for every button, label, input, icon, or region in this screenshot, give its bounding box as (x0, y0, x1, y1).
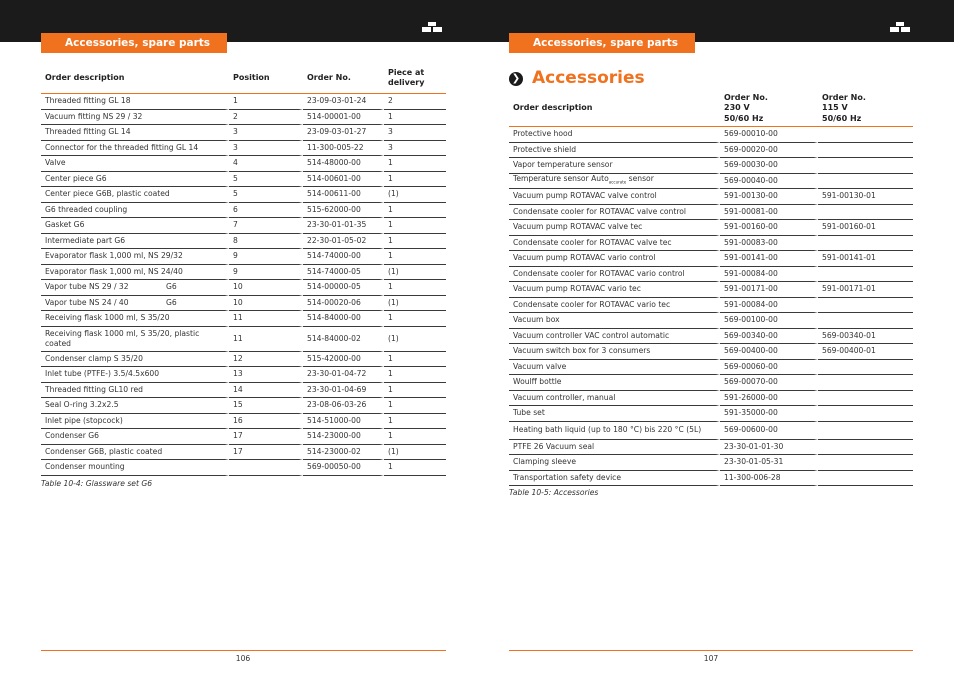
order-description-cell: Vacuum pump ROTAVAC vario tec (509, 282, 720, 298)
order-description-cell: Transportation safety device (509, 471, 720, 487)
order-number-230v-cell: 569-00070-00 (720, 375, 818, 391)
position-cell: 14 (229, 383, 303, 399)
table-row (509, 205, 913, 221)
order-description-cell: Vacuum pump ROTAVAC valve control (509, 189, 720, 205)
order-number-cell: 11-300-005-22 (303, 141, 384, 157)
table-row (41, 203, 446, 219)
order-number-115v-cell (818, 440, 913, 456)
order-number-115v-cell (818, 127, 913, 143)
order-number-cell: 514-00020-06 (303, 296, 384, 312)
accessories-table (509, 91, 913, 486)
order-number-cell: 514-23000-02 (303, 445, 384, 461)
order-description-cell (41, 296, 229, 312)
order-number-cell: 514-84000-02 (303, 327, 384, 352)
order-description-cell: Condensate cooler for ROTAVAC valve tec (509, 236, 720, 252)
order-number-115v-cell: 591-00141-01 (818, 251, 913, 267)
position-cell: 5 (229, 172, 303, 188)
glassware-set-suffix: G6 (166, 297, 177, 307)
order-number-cell: 515-42000-00 (303, 352, 384, 368)
order-number-230v-cell: 11-300-006-28 (720, 471, 818, 487)
position-cell: 17 (229, 429, 303, 445)
order-description-cell: Evaporator flask 1,000 ml, NS 29/32 (41, 249, 229, 265)
table-row (41, 110, 446, 126)
description-text: Temperature sensor Auto (513, 173, 609, 183)
order-description-cell: Condensate cooler for ROTAVAC vario control (509, 267, 720, 283)
order-number-230v-cell: 591-00141-00 (720, 251, 818, 267)
table-row (41, 218, 446, 234)
order-number-115v-cell (818, 298, 913, 314)
piece-count-cell: 3 (384, 141, 446, 157)
table-row (509, 440, 913, 456)
column-header-frequency: 50/60 Hz (822, 113, 862, 123)
order-number-230v-cell: 569-00340-00 (720, 329, 818, 345)
order-number-cell: 22-30-01-05-02 (303, 234, 384, 250)
order-number-cell: 515-62000-00 (303, 203, 384, 219)
piece-count-cell: (1) (384, 296, 446, 312)
order-description-cell: Inlet pipe (stopcock) (41, 414, 229, 430)
piece-count-cell: 1 (384, 398, 446, 414)
order-description-cell: Threaded fitting GL10 red (41, 383, 229, 399)
piece-count-cell: 1 (384, 249, 446, 265)
piece-count-cell: 1 (384, 311, 446, 327)
order-number-cell: 514-00611-00 (303, 187, 384, 203)
piece-count-cell: (1) (384, 327, 446, 352)
order-number-115v-cell: 569-00400-01 (818, 344, 913, 360)
order-description-cell: Protective shield (509, 143, 720, 159)
order-number-230v-cell: 23-30-01-05-31 (720, 455, 818, 471)
piece-count-cell: 1 (384, 110, 446, 126)
order-number-230v-cell: 591-00130-00 (720, 189, 818, 205)
piece-count-cell: (1) (384, 187, 446, 203)
order-description-cell: Vacuum pump ROTAVAC valve tec (509, 220, 720, 236)
glassware-set-suffix: G6 (166, 282, 177, 292)
order-number-115v-cell (818, 313, 913, 329)
order-description-cell (41, 280, 229, 296)
table-row (41, 383, 446, 399)
brand-logo-icon (422, 22, 442, 33)
position-cell: 3 (229, 125, 303, 141)
table-row (509, 158, 913, 174)
order-description-cell: Vacuum controller VAC control automatic (509, 329, 720, 345)
order-number-cell: 514-74000-05 (303, 265, 384, 281)
table-row (41, 311, 446, 327)
piece-count-cell: 1 (384, 460, 446, 476)
order-number-115v-cell: 569-00340-01 (818, 329, 913, 345)
order-number-cell: 569-00050-00 (303, 460, 384, 476)
table-row (41, 445, 446, 461)
order-number-230v-cell: 591-26000-00 (720, 391, 818, 407)
table-row (41, 414, 446, 430)
order-number-230v-cell: 591-00084-00 (720, 267, 818, 283)
order-description-cell: PTFE 26 Vacuum seal (509, 440, 720, 456)
order-description-cell: Condenser clamp S 35/20 (41, 352, 229, 368)
footer-divider (509, 650, 913, 651)
column-header-voltage: 230 V (724, 103, 750, 113)
order-description-cell: Condenser mounting (41, 460, 229, 476)
order-number-cell: 23-09-03-01-24 (303, 94, 384, 110)
order-number-cell: 23-08-06-03-26 (303, 398, 384, 414)
table-row (509, 220, 913, 236)
position-cell: 5 (229, 187, 303, 203)
order-number-115v-cell (818, 158, 913, 174)
order-description-cell: Center piece G6 (41, 172, 229, 188)
page-number: 106 (235, 654, 251, 663)
table-row (41, 172, 446, 188)
order-description-cell: Condenser G6B, plastic coated (41, 445, 229, 461)
order-number-cell: 23-30-01-04-72 (303, 367, 384, 383)
column-header (509, 91, 720, 127)
order-description-cell: Condenser G6 (41, 429, 229, 445)
order-description-cell: Seal O-ring 3.2x2.5 (41, 398, 229, 414)
order-number-115v-cell (818, 422, 913, 440)
order-number-cell: 514-00000-05 (303, 280, 384, 296)
footer-divider (41, 650, 446, 651)
order-number-230v-cell: 569-00600-00 (720, 422, 818, 440)
position-cell: 7 (229, 218, 303, 234)
order-number-230v-cell: 591-00083-00 (720, 236, 818, 252)
order-number-230v-cell: 569-00400-00 (720, 344, 818, 360)
piece-count-cell: 1 (384, 429, 446, 445)
order-number-115v-cell (818, 174, 913, 190)
piece-count-cell: (1) (384, 265, 446, 281)
table-row (509, 282, 913, 298)
position-cell: 6 (229, 203, 303, 219)
table-row (509, 455, 913, 471)
order-description-cell: Heating bath liquid (up to 180 °C) bis 220 °C (5L) (509, 422, 720, 440)
table-row (509, 344, 913, 360)
table-row (509, 471, 913, 487)
position-cell: 8 (229, 234, 303, 250)
table-row (41, 352, 446, 368)
order-number-cell: 23-30-01-04-69 (303, 383, 384, 399)
order-number-115v-cell (818, 471, 913, 487)
position-cell (229, 460, 303, 476)
position-cell: 9 (229, 265, 303, 281)
order-number-115v-cell: 591-00171-01 (818, 282, 913, 298)
order-description-cell: Vacuum pump ROTAVAC vario control (509, 251, 720, 267)
position-cell: 15 (229, 398, 303, 414)
order-number-cell: 514-74000-00 (303, 249, 384, 265)
position-cell: 4 (229, 156, 303, 172)
order-description-cell: Threaded fitting GL 18 (41, 94, 229, 110)
table-row (41, 265, 446, 281)
column-header-voltage: 115 V (822, 103, 848, 113)
position-cell: 16 (229, 414, 303, 430)
order-number-230v-cell: 591-00171-00 (720, 282, 818, 298)
order-number-cell: 514-51000-00 (303, 414, 384, 430)
table-row (509, 406, 913, 422)
order-number-230v-cell: 591-00160-00 (720, 220, 818, 236)
position-cell: 11 (229, 327, 303, 352)
table-row (41, 460, 446, 476)
order-description-cell: Vacuum switch box for 3 consumers (509, 344, 720, 360)
column-header: Order description (41, 63, 229, 94)
order-number-115v-cell (818, 391, 913, 407)
table-row (509, 329, 913, 345)
order-number-230v-cell: 591-00081-00 (720, 205, 818, 221)
table-row (509, 143, 913, 159)
order-description-cell: Connector for the threaded fitting GL 14 (41, 141, 229, 157)
order-description-cell: Woulff bottle (509, 375, 720, 391)
order-number-230v-cell: 569-00010-00 (720, 127, 818, 143)
subscript-text: accurate (608, 179, 627, 185)
column-header: Order No. (303, 63, 384, 94)
order-description-cell: Threaded fitting GL 14 (41, 125, 229, 141)
piece-count-cell: 2 (384, 94, 446, 110)
order-description-cell: Vacuum valve (509, 360, 720, 376)
column-header-text: Order No. (724, 92, 768, 102)
table-row (41, 398, 446, 414)
table-row (41, 327, 446, 352)
order-number-cell: 514-84000-00 (303, 311, 384, 327)
position-cell: 2 (229, 110, 303, 126)
table-row (41, 249, 446, 265)
order-number-cell: 514-23000-00 (303, 429, 384, 445)
order-number-115v-cell: 591-00130-01 (818, 189, 913, 205)
order-number-cell: 514-48000-00 (303, 156, 384, 172)
piece-count-cell: 1 (384, 383, 446, 399)
glassware-table (41, 63, 446, 476)
position-cell: 1 (229, 94, 303, 110)
column-header (720, 91, 818, 127)
piece-count-cell: 1 (384, 280, 446, 296)
column-header-text: Order description (513, 103, 593, 113)
table-row (41, 156, 446, 172)
order-number-230v-cell: 591-00084-00 (720, 298, 818, 314)
description-text: Vapor tube NS 24 / 40 (45, 297, 129, 307)
order-description-cell: Vacuum box (509, 313, 720, 329)
table-header-row (41, 63, 446, 94)
order-number-115v-cell (818, 267, 913, 283)
description-text: Vapor tube NS 29 / 32 (45, 282, 129, 292)
order-description-cell: Receiving flask 1000 ml, S 35/20, plastic coated (41, 327, 229, 352)
position-cell: 3 (229, 141, 303, 157)
order-description-cell: Tube set (509, 406, 720, 422)
order-number-115v-cell (818, 360, 913, 376)
piece-count-cell: 1 (384, 352, 446, 368)
position-cell: 10 (229, 280, 303, 296)
brand-logo-icon (890, 22, 910, 33)
table-row (509, 391, 913, 407)
section-tab-left: Accessories, spare parts (41, 33, 227, 53)
table-caption: Table 10-4: Glassware set G6 (41, 479, 153, 488)
table-caption: Table 10-5: Accessories (509, 488, 599, 497)
order-number-115v-cell (818, 455, 913, 471)
position-cell: 13 (229, 367, 303, 383)
order-description-cell: Valve (41, 156, 229, 172)
table-row (509, 127, 913, 143)
table-row (41, 187, 446, 203)
piece-count-cell: 1 (384, 234, 446, 250)
piece-count-cell: (1) (384, 445, 446, 461)
order-description-cell: Clamping sleeve (509, 455, 720, 471)
order-number-cell: 23-09-03-01-27 (303, 125, 384, 141)
table-row (41, 125, 446, 141)
order-number-230v-cell: 591-35000-00 (720, 406, 818, 422)
order-number-115v-cell (818, 205, 913, 221)
piece-count-cell: 1 (384, 414, 446, 430)
table-row (509, 298, 913, 314)
column-header: Position (229, 63, 303, 94)
order-description-cell: Inlet tube (PTFE-) 3.5/4.5x600 (41, 367, 229, 383)
order-number-230v-cell: 23-30-01-01-30 (720, 440, 818, 456)
position-cell: 17 (229, 445, 303, 461)
position-cell: 11 (229, 311, 303, 327)
order-description-cell: Condensate cooler for ROTAVAC vario tec (509, 298, 720, 314)
page-title-text: Accessories (532, 68, 645, 88)
piece-count-cell: 1 (384, 367, 446, 383)
column-header (818, 91, 913, 127)
page-title (509, 67, 645, 89)
table-row (41, 429, 446, 445)
order-description-cell: Protective hood (509, 127, 720, 143)
table-row (41, 280, 446, 296)
piece-count-cell: 1 (384, 156, 446, 172)
order-number-230v-cell: 569-00020-00 (720, 143, 818, 159)
table-row (41, 296, 446, 312)
order-number-cell: 514-00601-00 (303, 172, 384, 188)
order-number-115v-cell: 591-00160-01 (818, 220, 913, 236)
piece-count-cell: 3 (384, 125, 446, 141)
table-header-row (509, 91, 913, 127)
page-number: 107 (703, 654, 719, 663)
order-number-230v-cell: 569-00060-00 (720, 360, 818, 376)
column-header-text: Order No. (822, 92, 866, 102)
piece-count-cell: 1 (384, 218, 446, 234)
order-number-230v-cell: 569-00040-00 (720, 174, 818, 190)
order-description-cell: Receiving flask 1000 ml, S 35/20 (41, 311, 229, 327)
column-header: Piece at delivery (384, 63, 446, 94)
position-cell: 12 (229, 352, 303, 368)
order-number-cell: 514-00001-00 (303, 110, 384, 126)
position-cell: 10 (229, 296, 303, 312)
position-cell: 9 (229, 249, 303, 265)
order-number-115v-cell (818, 406, 913, 422)
order-description-cell: Center piece G6B, plastic coated (41, 187, 229, 203)
order-number-115v-cell (818, 236, 913, 252)
chevron-right-icon: ❯ (509, 72, 523, 86)
table-row (509, 267, 913, 283)
column-header-frequency: 50/60 Hz (724, 113, 764, 123)
table-row (509, 174, 913, 190)
order-description-cell: Vacuum fitting NS 29 / 32 (41, 110, 229, 126)
table-row (509, 189, 913, 205)
order-number-115v-cell (818, 143, 913, 159)
order-description-cell: Gasket G6 (41, 218, 229, 234)
order-description-cell: Intermediate part G6 (41, 234, 229, 250)
order-number-230v-cell: 569-00030-00 (720, 158, 818, 174)
order-description-cell: Condensate cooler for ROTAVAC valve control (509, 205, 720, 221)
order-description-cell: Vapor temperature sensor (509, 158, 720, 174)
order-description-cell (509, 174, 720, 190)
table-row (509, 236, 913, 252)
table-row (509, 251, 913, 267)
piece-count-cell: 1 (384, 203, 446, 219)
table-row (509, 360, 913, 376)
table-row (41, 367, 446, 383)
table-row (41, 141, 446, 157)
order-number-230v-cell: 569-00100-00 (720, 313, 818, 329)
piece-count-cell: 1 (384, 172, 446, 188)
order-description-cell: G6 threaded coupling (41, 203, 229, 219)
table-row (41, 94, 446, 110)
order-number-cell: 23-30-01-01-35 (303, 218, 384, 234)
table-row (509, 313, 913, 329)
table-row (509, 422, 913, 440)
order-description-cell: Vacuum controller, manual (509, 391, 720, 407)
order-number-115v-cell (818, 375, 913, 391)
table-row (509, 375, 913, 391)
order-description-cell: Evaporator flask 1,000 ml, NS 24/40 (41, 265, 229, 281)
section-tab-right: Accessories, spare parts (509, 33, 695, 53)
table-row (41, 234, 446, 250)
description-suffix: sensor (626, 173, 654, 183)
